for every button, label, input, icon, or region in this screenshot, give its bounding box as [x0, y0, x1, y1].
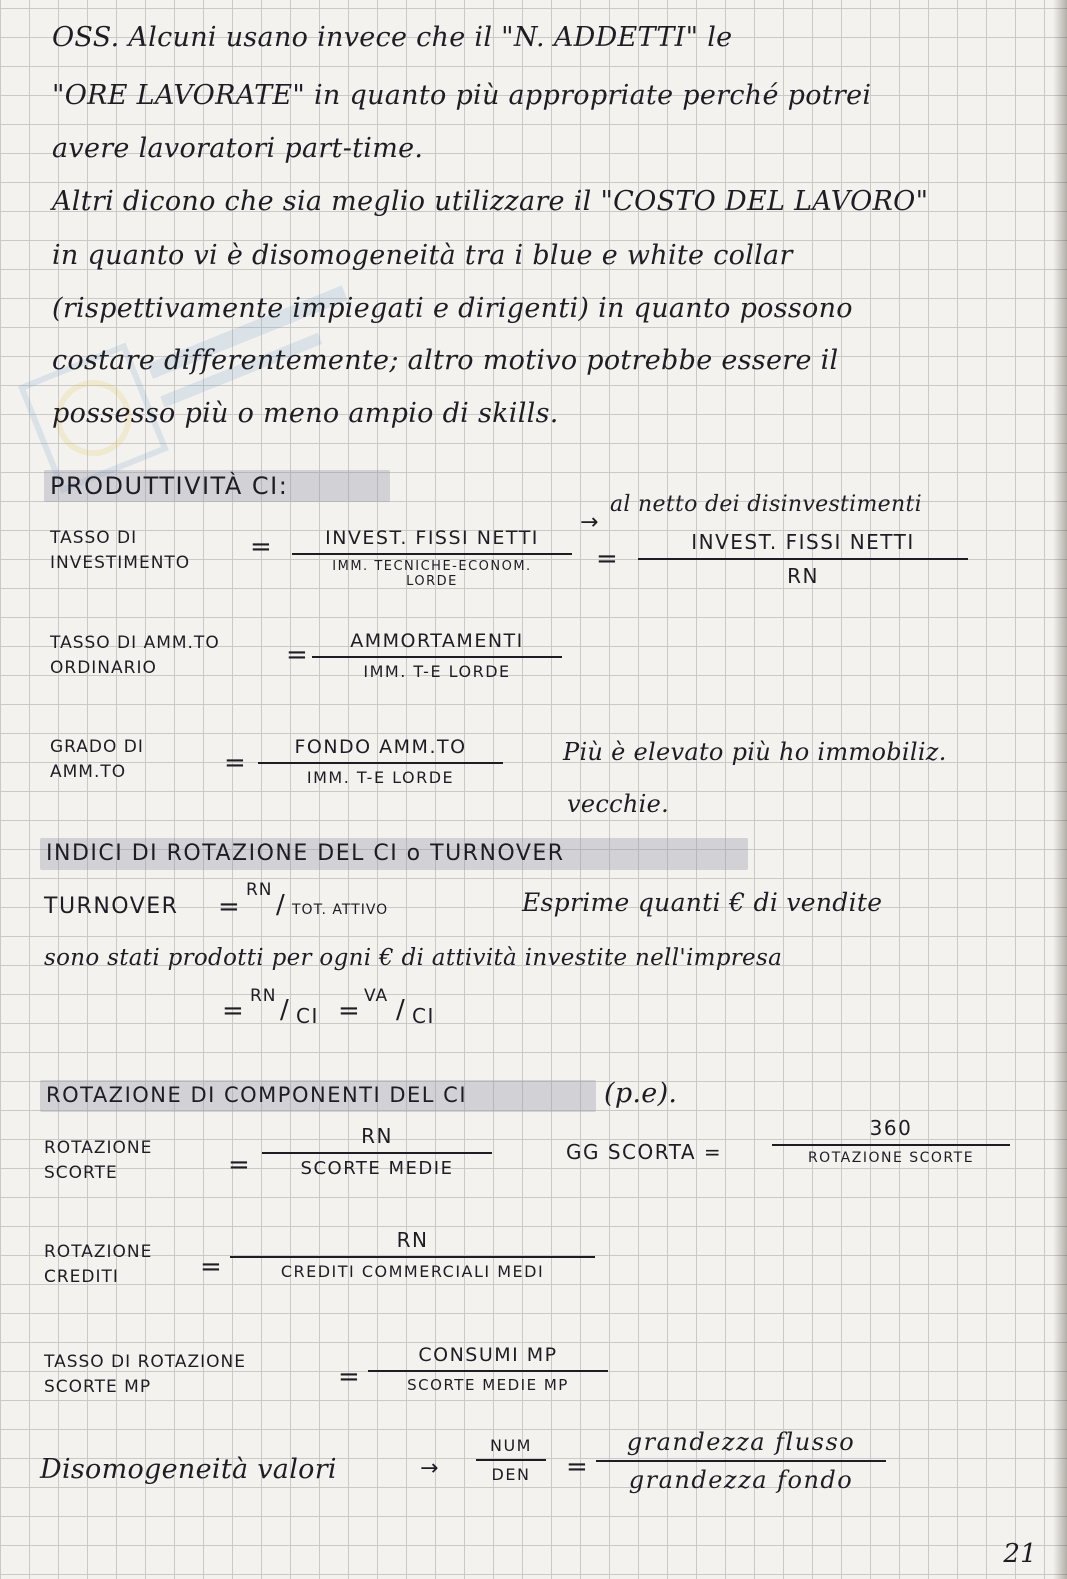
page-edge-shadow	[1053, 0, 1067, 1579]
slash: /	[280, 995, 291, 1025]
turnover-description: Esprime quanti € di vendite	[522, 888, 883, 917]
alt-numerator: VA	[364, 986, 389, 1006]
note-line-2: "ORE LAVORATE" in quanto più appropriate perché potrei	[52, 80, 872, 111]
grado-ammortamento-label-2: AMM.TO	[50, 762, 127, 782]
fraction-numerator: NUM	[490, 1436, 532, 1455]
turnover-denominator: TOT. ATTIVO	[292, 902, 389, 918]
fraction-bar	[230, 1256, 595, 1258]
fraction-numerator: INVEST. FISSI NETTI	[691, 530, 915, 554]
disinvestimenti-note: al netto dei disinvestimenti	[610, 492, 922, 517]
fraction-denominator-2: LORDE	[406, 574, 458, 589]
fraction-denominator: IMM. TECNICHE-ECONOM.	[332, 559, 532, 574]
page-number: 21	[1003, 1539, 1037, 1569]
note-line-1: OSS. Alcuni usano invece che il "N. ADDETTI" le	[52, 22, 733, 53]
equals-sign: =	[222, 996, 244, 1026]
equals-sign: =	[338, 1362, 360, 1392]
fraction-numerator: CONSUMI MP	[418, 1344, 558, 1366]
grado-ammortamento-fraction	[258, 736, 503, 787]
tasso-investimento-fraction	[292, 527, 572, 589]
rotazione-scorte-label: ROTAZIONE	[44, 1138, 153, 1158]
fraction-denominator: CREDITI COMMERCIALI MEDI	[280, 1262, 545, 1281]
section-title-produttivita: PRODUTTIVITÀ CI:	[50, 472, 289, 500]
fraction-denominator: DEN	[491, 1465, 531, 1484]
arrow-icon: →	[580, 510, 599, 535]
grado-note-2: vecchie.	[567, 790, 670, 818]
fraction-bar	[312, 656, 562, 658]
tasso-investimento-label-2: INVESTIMENTO	[50, 553, 191, 573]
note-line-8: possesso più o meno ampio di skills.	[52, 398, 559, 429]
equals-sign: =	[218, 892, 240, 922]
rotazione-scorte-label-2: SCORTE	[44, 1163, 118, 1183]
tasso-ammortamento-label-2: ORDINARIO	[50, 658, 157, 678]
equals-sign: =	[566, 1452, 588, 1482]
equals-sign: =	[286, 640, 308, 670]
fraction-bar	[638, 558, 968, 560]
equals-sign: =	[250, 532, 272, 562]
rotazione-scorte-fraction	[262, 1124, 492, 1179]
fraction-bar	[262, 1152, 492, 1154]
fraction-bar	[596, 1460, 886, 1462]
tasso-rotazione-mp-label-2: SCORTE MP	[44, 1377, 152, 1397]
note-line-5: in quanto vi è disomogeneità tra i blue e white collar	[52, 240, 793, 271]
gg-scorta-label: GG SCORTA =	[566, 1140, 723, 1164]
section-title-rotazione-componenti: ROTAZIONE DI COMPONENTI DEL CI	[46, 1083, 468, 1107]
fraction-numerator: FONDO AMM.TO	[294, 736, 467, 758]
turnover-numerator: RN	[246, 880, 273, 900]
equals-sign: =	[338, 996, 360, 1026]
fraction-numerator: RN	[396, 1228, 429, 1252]
fraction-bar	[292, 553, 572, 555]
fraction-numerator: INVEST. FISSI NETTI	[325, 527, 539, 549]
grado-note: Più è elevato più ho immobiliz.	[563, 738, 947, 766]
rotazione-crediti-label: ROTAZIONE	[44, 1242, 153, 1262]
gg-scorta-fraction	[772, 1116, 1010, 1166]
tasso-rotazione-mp-label: TASSO DI ROTAZIONE	[44, 1352, 246, 1372]
turnover-label: TURNOVER	[44, 894, 179, 919]
rotazione-crediti-fraction	[230, 1228, 595, 1281]
turnover-description-2: sono stati prodotti per ogni € di attività investite nell'impresa	[44, 945, 783, 971]
fraction-numerator: grandezza flusso	[626, 1428, 856, 1456]
arrow-icon: →	[420, 1456, 439, 1481]
fraction-bar	[476, 1459, 546, 1461]
equals-sign: =	[596, 544, 618, 574]
tasso-rotazione-mp-fraction	[368, 1344, 608, 1394]
note-line-7: costare differentemente; altro motivo potrebbe essere il	[52, 345, 839, 376]
fraction-bar	[772, 1144, 1010, 1146]
alt-denominator: CI	[412, 1004, 435, 1028]
fraction-denominator: RN	[787, 564, 819, 588]
fraction-numerator: 360	[869, 1116, 913, 1140]
fraction-numerator: AMMORTAMENTI	[350, 630, 524, 652]
tasso-investimento-label: TASSO DI	[50, 528, 138, 548]
fraction-bar	[258, 762, 503, 764]
note-line-6: (rispettivamente impiegati e dirigenti) in quanto possono	[52, 293, 853, 324]
num-den-fraction	[476, 1436, 546, 1484]
flusso-fondo-fraction	[596, 1428, 886, 1494]
fraction-denominator: SCORTE MEDIE MP	[407, 1376, 569, 1394]
fraction-denominator: SCORTE MEDIE	[300, 1158, 454, 1179]
tasso-investimento-fraction-2	[638, 530, 968, 588]
slash: /	[276, 890, 287, 920]
fraction-bar	[368, 1370, 608, 1372]
slash: /	[396, 995, 407, 1025]
section-title-suffix: (p.e).	[604, 1078, 678, 1109]
fraction-denominator: grandezza fondo	[628, 1466, 854, 1494]
tasso-ammortamento-fraction	[312, 630, 562, 681]
alt-numerator: RN	[250, 986, 277, 1006]
rotazione-crediti-label-2: CREDITI	[44, 1267, 119, 1287]
section-title-turnover: INDICI DI ROTAZIONE DEL CI o TURNOVER	[46, 841, 565, 866]
fraction-denominator: IMM. T-E LORDE	[306, 768, 455, 787]
equals-sign: =	[224, 748, 246, 778]
equals-sign: =	[228, 1150, 250, 1180]
tasso-ammortamento-label: TASSO DI AMM.TO	[50, 633, 220, 653]
alt-denominator: CI	[296, 1004, 319, 1028]
note-line-3: avere lavoratori part-time.	[52, 133, 424, 164]
fraction-denominator: IMM. T-E LORDE	[363, 662, 511, 681]
fraction-numerator: RN	[361, 1124, 393, 1148]
fraction-denominator: ROTAZIONE SCORTE	[807, 1150, 975, 1166]
disomogeneita-label: Disomogeneità valori	[40, 1454, 337, 1485]
equals-sign: =	[200, 1252, 222, 1282]
note-line-4: Altri dicono che sia meglio utilizzare il "COSTO DEL LAVORO"	[52, 186, 929, 217]
grado-ammortamento-label: GRADO DI	[50, 737, 144, 757]
